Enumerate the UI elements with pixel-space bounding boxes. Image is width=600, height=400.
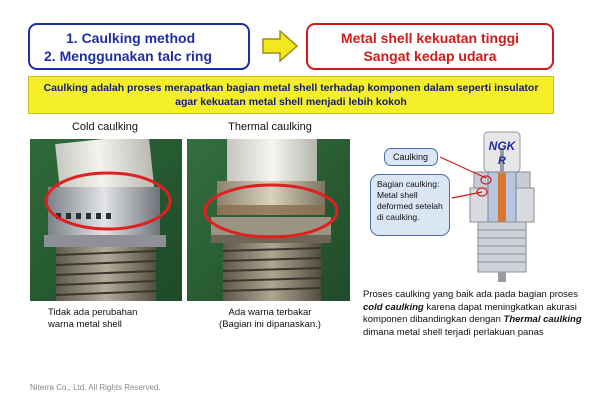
cold-description	[48, 307, 168, 331]
diagram-brand: NGK	[488, 139, 516, 153]
method-line-2: 2. Menggunakan talc ring	[44, 47, 213, 64]
result-line-1: Metal shell kekuatan tinggi	[340, 29, 520, 46]
explain-part-1: Proses caulking yang baik ada pada bagian proses	[363, 289, 578, 300]
banner-text: Caulking adalah proses merapatkan bagian metal shell terhadap komponen dalam seperti insulator agar kekuatan metal shell menjadi lebih kokoh	[43, 82, 539, 108]
method-line-1: 1. Caulking method	[66, 29, 196, 46]
explain-part-3: dimana metal shell terjadi perlakuan panas	[363, 326, 544, 338]
cold-desc-line-2: warna metal shell	[48, 319, 122, 330]
thermal-caulking-caption: Thermal caulking	[228, 121, 312, 133]
cold-caulking-caption: Cold caulking	[71, 121, 139, 133]
explanation-paragraph	[363, 289, 585, 339]
thermal-desc-line-1: Ada warna terbakar	[228, 307, 312, 318]
thermal-description	[200, 307, 340, 331]
explain-emphasis-thermal: Thermal caulking	[503, 314, 582, 325]
definition-banner	[28, 76, 554, 114]
callout-bagian-line-2: Metal shell	[377, 190, 418, 200]
callout-caulking-part	[370, 174, 450, 236]
copyright-notice: Niterra Co., Ltd. All Rights Reserved.	[30, 383, 161, 392]
right-arrow-icon	[262, 30, 298, 62]
callout-bagian-line-1: Bagian caulking:	[377, 179, 440, 189]
method-box	[28, 23, 250, 70]
cold-desc-line-1: Tidak ada perubahan	[48, 307, 138, 318]
explain-part-2: karena dapat meningkatkan akurasi komponen dibandingkan dengan	[363, 301, 577, 325]
result-line-2: Sangat kedap udara	[363, 47, 497, 64]
callout-bagian-line-4: di caulking.	[377, 212, 420, 222]
result-box	[306, 23, 554, 70]
cold-caulking-photo	[30, 139, 182, 301]
callout-bagian-line-3: deformed setelah	[377, 201, 443, 211]
thermal-desc-line-2: (Bagian ini dipanaskan.)	[219, 319, 321, 330]
diagram-brand-sub: R	[498, 155, 506, 167]
explain-emphasis-cold: cold caulking	[363, 301, 424, 313]
callout-caulking: Caulking	[384, 148, 438, 166]
thermal-caulking-photo	[187, 139, 350, 301]
